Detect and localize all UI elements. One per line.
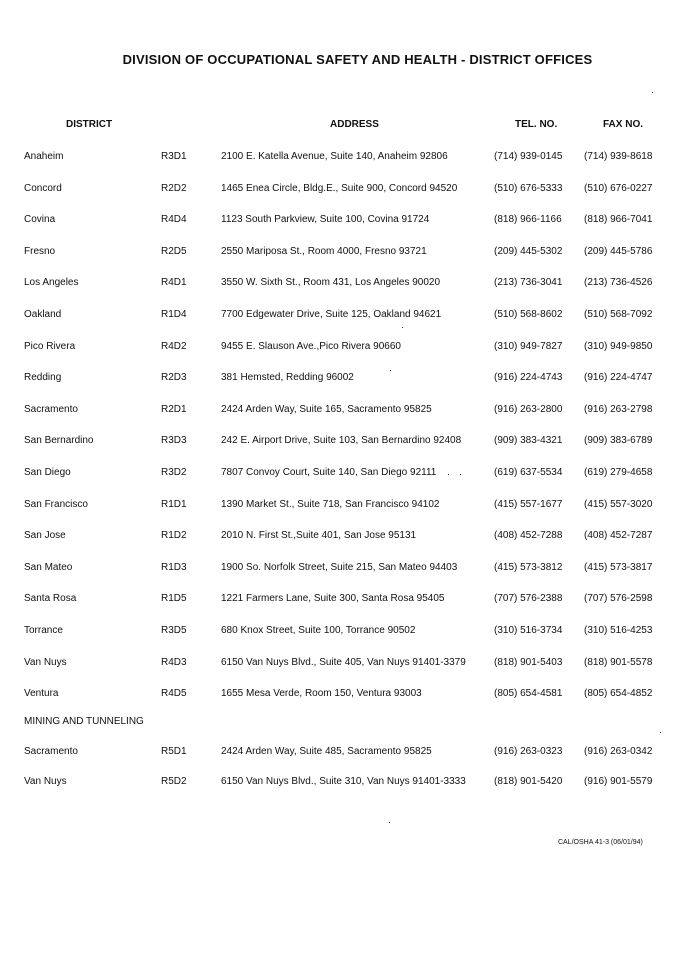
tel-cell: (310) 949-7827 [494, 340, 563, 352]
tel-cell: (408) 452-7288 [494, 530, 563, 542]
district-cell: Oakland [24, 309, 62, 320]
district-cell: Redding [24, 372, 62, 384]
code-cell: R3D2 [161, 467, 187, 478]
district-cell: Van Nuys [24, 776, 67, 787]
scan-speck [460, 474, 461, 475]
table-row [0, 372, 700, 388]
district-cell: Santa Rosa [24, 593, 77, 605]
fax-cell: (818) 901-5578 [584, 656, 653, 668]
fax-cell: (714) 939-8618 [584, 151, 653, 162]
district-cell: Sacramento [24, 746, 78, 757]
district-cell: San Bernardino [24, 435, 94, 447]
table-row [0, 341, 700, 357]
code-cell: R4D3 [161, 656, 187, 668]
fax-cell: (916) 263-2798 [584, 403, 653, 415]
tel-cell: (415) 573-3812 [494, 561, 563, 573]
code-cell: R2D2 [161, 182, 187, 194]
table-row [0, 277, 700, 293]
tel-cell: (818) 966-1166 [494, 214, 562, 226]
code-cell: R4D2 [161, 340, 187, 352]
tel-cell: (213) 736-3041 [494, 277, 563, 289]
address-cell: 2424 Arden Way, Suite 485, Sacramento 95825 [221, 746, 432, 757]
scan-speck [660, 732, 661, 733]
column-header-tel: TEL. NO. [515, 119, 558, 130]
tel-cell: (714) 939-0145 [494, 151, 563, 162]
page-title: DIVISION OF OCCUPATIONAL SAFETY AND HEALTH - DISTRICT OFFICES [122, 52, 593, 67]
tel-cell: (916) 263-0323 [494, 746, 563, 757]
district-cell: San Jose [24, 530, 66, 542]
fax-cell: (707) 576-2598 [584, 593, 653, 605]
address-cell: 3550 W. Sixth St., Room 431, Los Angeles 90020 [221, 277, 441, 289]
table-row [0, 309, 700, 325]
address-cell: 1900 So. Norfolk Street, Suite 215, San Mateo 94403 [221, 561, 458, 573]
scan-speck [389, 822, 390, 823]
tel-cell: (916) 224-4743 [494, 372, 563, 384]
tel-cell: (619) 637-5534 [494, 467, 563, 478]
table-row [0, 435, 700, 451]
code-cell: R1D4 [161, 309, 187, 320]
fax-cell: (209) 445-5786 [584, 245, 653, 257]
code-cell: R1D2 [161, 530, 187, 542]
district-cell: Los Angeles [24, 277, 79, 289]
tel-cell: (415) 557-1677 [494, 498, 563, 510]
district-cell: San Diego [24, 467, 71, 478]
fax-cell: (415) 557-3020 [584, 498, 653, 510]
district-cell: Covina [24, 214, 56, 226]
mining-section-heading: MINING AND TUNNELING [24, 716, 144, 727]
form-number: CAL/OSHA 41-3 (06/01/94) [558, 839, 643, 846]
district-cell: Anaheim [24, 151, 64, 162]
fax-cell: (805) 654-4852 [584, 688, 653, 700]
district-cell: San Mateo [24, 561, 73, 573]
scan-speck [390, 370, 391, 371]
district-cell: San Francisco [24, 498, 88, 510]
fax-cell: (619) 279-4658 [584, 467, 653, 478]
table-row [0, 214, 700, 230]
tel-cell: (805) 654-4581 [494, 688, 563, 700]
district-cell: Concord [24, 182, 62, 194]
column-header-address: ADDRESS [330, 119, 379, 130]
district-cell: Van Nuys [24, 656, 67, 668]
address-cell: 2010 N. First St.,Suite 401, San Jose 95131 [221, 530, 417, 542]
table-row [0, 688, 700, 704]
code-cell: R5D1 [161, 746, 187, 757]
address-cell: 680 Knox Street, Suite 100, Torrance 90502 [221, 625, 416, 636]
table-row [0, 657, 700, 673]
fax-cell: (310) 949-9850 [584, 340, 653, 352]
district-cell: Torrance [24, 625, 63, 636]
address-cell: 1221 Farmers Lane, Suite 300, Santa Rosa 95405 [221, 593, 445, 605]
scan-speck [448, 474, 449, 475]
tel-cell: (310) 516-3734 [494, 625, 563, 636]
tel-cell: (909) 383-4321 [494, 435, 563, 447]
code-cell: R3D1 [161, 151, 187, 162]
fax-cell: (213) 736-4526 [584, 277, 653, 289]
scan-speck [652, 92, 653, 93]
code-cell: R1D3 [161, 561, 187, 573]
table-row [0, 183, 700, 199]
code-cell: R2D3 [161, 372, 187, 384]
fax-cell: (916) 263-0342 [584, 746, 653, 757]
district-cell: Pico Rivera [24, 340, 76, 352]
fax-cell: (909) 383-6789 [584, 435, 653, 447]
code-cell: R4D4 [161, 214, 187, 226]
address-cell: 1390 Market St., Suite 718, San Francisco 94102 [221, 498, 440, 510]
table-row [0, 151, 700, 167]
code-cell: R2D1 [161, 403, 187, 415]
code-cell: R4D5 [161, 688, 187, 700]
code-cell: R5D2 [161, 776, 187, 787]
column-header-district: DISTRICT [66, 119, 113, 130]
table-row [0, 499, 700, 515]
fax-cell: (916) 224-4747 [584, 372, 653, 384]
fax-cell: (818) 966-7041 [584, 214, 653, 226]
fax-cell: (510) 676-0227 [584, 182, 653, 194]
district-cell: Ventura [24, 688, 59, 700]
table-row [0, 246, 700, 262]
address-cell: 6150 Van Nuys Blvd., Suite 405, Van Nuys 91401-3379 [221, 656, 466, 668]
code-cell: R1D1 [161, 498, 187, 510]
table-row [0, 625, 700, 641]
tel-cell: (510) 568-8602 [494, 309, 563, 320]
address-cell: 1655 Mesa Verde, Room 150, Ventura 93003 [221, 688, 422, 700]
district-cell: Sacramento [24, 403, 78, 415]
table-row [0, 530, 700, 546]
code-cell: R3D5 [161, 625, 187, 636]
tel-cell: (209) 445-5302 [494, 245, 563, 257]
tel-cell: (707) 576-2388 [494, 593, 563, 605]
tel-cell: (510) 676-5333 [494, 182, 563, 194]
code-cell: R4D1 [161, 277, 187, 289]
code-cell: R3D3 [161, 435, 187, 447]
table-row [0, 467, 700, 483]
column-header-fax: FAX NO. [603, 119, 644, 130]
address-cell: 7700 Edgewater Drive, Suite 125, Oakland 94621 [221, 309, 442, 320]
district-cell: Fresno [24, 245, 56, 257]
code-cell: R2D5 [161, 245, 187, 257]
table-row [0, 776, 700, 792]
fax-cell: (310) 516-4253 [584, 625, 653, 636]
address-cell: 2100 E. Katella Avenue, Suite 140, Anaheim 92806 [221, 151, 448, 162]
tel-cell: (818) 901-5403 [494, 656, 563, 668]
address-cell: 1465 Enea Circle, Bldg.E., Suite 900, Concord 94520 [221, 182, 458, 194]
fax-cell: (408) 452-7287 [584, 530, 653, 542]
address-cell: 2424 Arden Way, Suite 165, Sacramento 95825 [221, 403, 432, 415]
fax-cell: (415) 573-3817 [584, 561, 653, 573]
address-cell: 1123 South Parkview, Suite 100, Covina 91724 [221, 214, 430, 226]
address-cell: 6150 Van Nuys Blvd., Suite 310, Van Nuys 91401-3333 [221, 776, 466, 787]
fax-cell: (510) 568-7092 [584, 309, 653, 320]
address-cell: 9455 E. Slauson Ave.,Pico Rivera 90660 [221, 340, 401, 352]
scan-speck [402, 327, 403, 328]
table-row [0, 562, 700, 578]
address-cell: 242 E. Airport Drive, Suite 103, San Bernardino 92408 [221, 435, 462, 447]
table-row [0, 404, 700, 420]
table-row [0, 746, 700, 762]
tel-cell: (916) 263-2800 [494, 403, 563, 415]
table-row [0, 593, 700, 609]
code-cell: R1D5 [161, 593, 187, 605]
address-cell: 381 Hemsted, Redding 96002 [221, 372, 354, 384]
address-cell: 7807 Convoy Court, Suite 140, San Diego 92111 [221, 467, 437, 478]
fax-cell: (916) 901-5579 [584, 776, 653, 787]
tel-cell: (818) 901-5420 [494, 776, 563, 787]
address-cell: 2550 Mariposa St., Room 4000, Fresno 93721 [221, 245, 427, 257]
